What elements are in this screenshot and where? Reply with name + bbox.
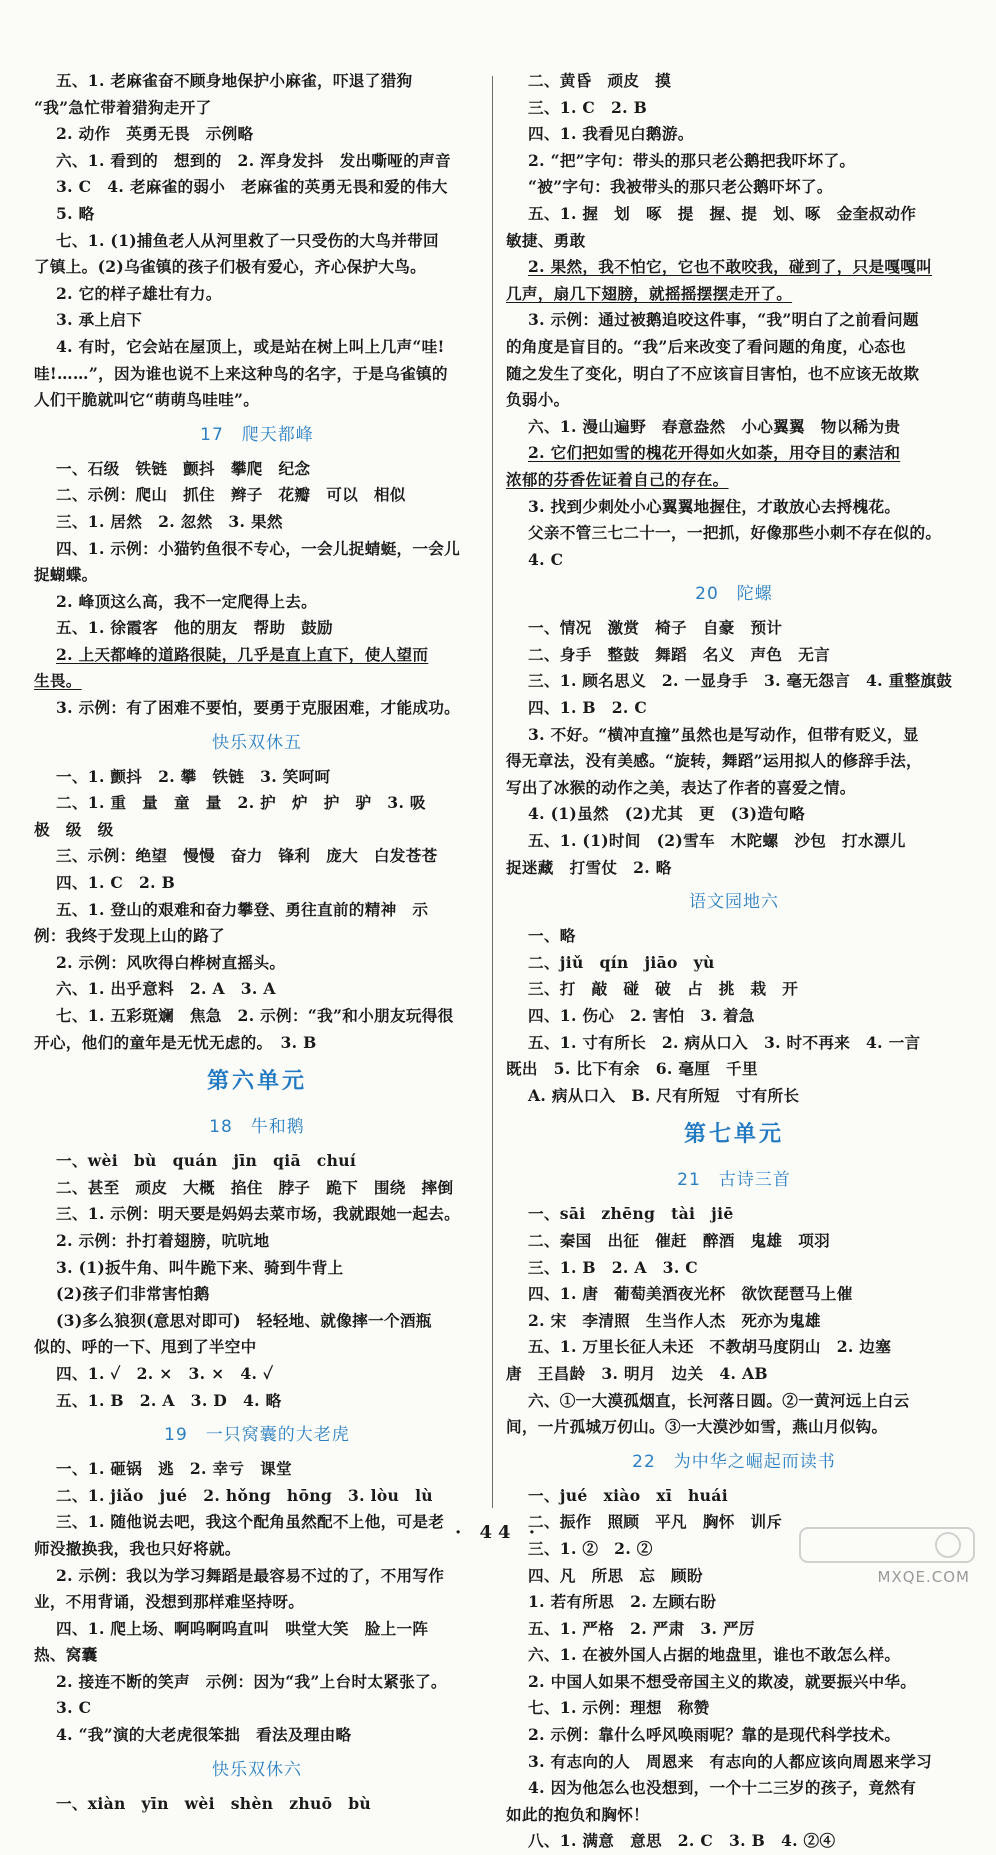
answer-line: 3. 有志向的人 周恩来 有志向的人都应该向周恩来学习 [528,1751,933,1771]
answer-line: “我”急忙带着猎狗走开了 [34,97,212,117]
answer-line: “被”字句：我被带头的那只老公鹅吓坏了。 [528,177,833,197]
answer-line: 敏捷、勇敢 [506,230,586,250]
answer-line: 2. “把”字句：带头的那只老公鹅把我吓坏了。 [528,150,856,170]
answer-line: 2. 峰顶这么高，我不一定爬得上去。 [56,591,318,611]
answer-line: 人们干脆就叫它“萌萌鸟哇哇”。 [34,390,260,410]
answer-line: 三、1. 示例：明天要是妈妈去菜市场，我就跟她一起去。 [56,1204,461,1224]
answer-line: 一、xiàn yīn wèi shèn zhuō bù [56,1793,372,1813]
answer-line: 捉迷藏 打雪仗 2. 略 [506,857,672,877]
answer-line: 4. “我”演的大老虎很笨拙 看法及理由略 [56,1725,352,1745]
section-heading: 18 牛和鹅 [209,1117,305,1138]
answer-line: 二、振作 照顾 平凡 胸怀 训斥 [528,1512,783,1532]
answer-line: (2)孩子们非常害怕鹅 [56,1284,210,1304]
answer-line: 二、1. jiǎo jué 2. hǒng hōng 3. lòu lù [56,1485,433,1505]
answer-line: 如此的抱负和胸怀！ [506,1804,650,1824]
answer-line: 5. 略 [56,203,95,223]
answer-line: 几声，扇几下翅膀，就摇摇摆摆走开了。 [506,283,793,303]
answer-line: 四、凡 所思 忘 顾盼 [528,1565,703,1585]
answer-line: 一、1. 颤抖 2. 攀 铁链 3. 笑呵呵 [56,766,331,786]
answer-line: 六、1. 在被外国人占据的地盘里，谁也不敢怎么样。 [528,1645,901,1665]
answer-line: 五、1. B 2. A 3. D 4. 略 [56,1390,282,1410]
answer-line: 一、sāi zhēng tài jiē [528,1204,734,1224]
answer-line: 得无章法，没有美感。“旋转，舞蹈”运用拟人的修辞手法， [506,751,922,771]
answer-line: 2. 果然，我不怕它，它也不敢咬我，碰到了，只是嘎嘎叫 [528,257,933,277]
answer-line: 四、1. 示例：小猫钓鱼很不专心，一会儿捉蜻蜓，一会儿 [56,538,461,558]
section-heading: 17 爬天都峰 [200,424,314,445]
left-column [34,68,480,1817]
answer-line: 3. 承上启下 [56,310,143,330]
answer-line: 了镇上。(2)乌雀镇的孩子们极有爱心，齐心保护大鸟。 [34,257,427,277]
answer-line: 既出 5. 比下有余 6. 毫厘 千里 [506,1059,758,1079]
answer-line: 一、情况 激赏 椅子 自豪 预计 [528,618,783,638]
answer-line: 2. 示例：我以为学习舞蹈是最容易不过的了，不用写作 [56,1565,445,1585]
answer-line: 父亲不管三七二十一，一把抓，好像那些小刺不存在似的。 [528,523,942,543]
answer-line: 2. 示例：风吹得白桦树直摇头。 [56,952,286,972]
answer-line: 负弱小。 [506,390,570,410]
answer-line: (3)多么狼狈(意思对即可) 轻轻地、就像摔一个酒瓶 [56,1310,432,1330]
answer-line: 四、1. 我看见白鹅游。 [528,124,694,144]
answer-line: 2. 动作 英勇无畏 示例略 [56,124,254,144]
answer-line: 捉蝴蝶。 [34,565,98,585]
answer-line: 二、秦国 出征 催赶 醉酒 鬼雄 项羽 [528,1230,830,1250]
answer-line: 五、1. 握 划 啄 提 握、提 划、啄 金奎叔动作 [528,203,917,223]
answer-line: 的角度是盲目的。“我”后来改变了看问题的角度，心态也 [506,336,906,356]
answer-line: 2. 示例：扑打着翅膀，吭吭地 [56,1230,270,1250]
answer-line: 3. C [56,1698,92,1718]
answer-line: 二、甚至 顽皮 大概 掐住 脖子 跪下 围绕 摔倒 [56,1177,454,1197]
answer-line: 五、1. 徐霞客 他的朋友 帮助 鼓励 [56,618,333,638]
section-heading: 快乐双休六 [212,1759,302,1780]
answer-line: 4. 因为他怎么也没想到，一个十二三岁的孩子，竟然有 [528,1778,917,1798]
answer-line: 四、1. B 2. C [528,698,648,718]
answer-line: 三、1. C 2. B [528,97,648,117]
answer-line: 4. (1)虽然 (2)尤其 更 (3)造句略 [528,804,805,824]
answer-line: 五、1. 老麻雀奋不顾身地保护小麻雀，吓退了猎狗 [56,71,413,90]
answer-line: 三、1. 居然 2. 忽然 3. 果然 [56,511,283,531]
answer-line: 3. 找到少刺处小心翼翼地握住，才敢放心去捋槐花。 [528,496,901,516]
answer-line: 七、1. 示例：理想 称赞 [528,1698,710,1718]
section-heading: 21 古诗三首 [677,1170,791,1191]
answer-line: 六、①一大漠孤烟直，长河落日圆。②一黄河远上白云 [528,1390,910,1410]
answer-line: 二、示例：爬山 抓住 辫子 花瓣 可以 相似 [56,485,406,505]
answer-line: 六、1. 出乎意料 2. A 3. A [56,979,276,999]
answer-line: 五、1. 严格 2. 严肃 3. 严厉 [528,1618,755,1638]
answer-line: A. 病从口入 B. 尺有所短 寸有所长 [528,1085,800,1105]
answer-line: 例：我终于发现上山的路了 [34,926,225,946]
answer-line: 师没撤换我，我也只好将就。 [34,1538,241,1558]
answer-line: 唐 王昌龄 3. 明月 边关 4. AB [506,1363,768,1383]
answer-line: 一、石级 铁链 颤抖 攀爬 纪念 [56,458,311,478]
answer-line: 2. 中国人如果不想受帝国主义的欺凌，就要振兴中华。 [528,1671,917,1691]
answer-line: 开心，他们的童年是无忧无虑的。 3. B [34,1032,317,1052]
answer-line: 3. 示例：有了困难不要怕，要勇于克服困难，才能成功。 [56,698,461,718]
answer-line: 四、1. 伤心 2. 害怕 3. 着急 [528,1006,755,1025]
answer-line: 三、1. ② 2. ② [528,1538,653,1558]
answer-line: 三、1. B 2. A 3. C [528,1257,698,1277]
unit-heading: 第六单元 [206,1068,307,1095]
answer-line: 3. 示例：通过被鹅追咬这件事，“我”明白了之前看问题 [528,310,919,330]
answer-line: 一、略 [528,926,576,946]
answer-line: 一、wèi bù quán jīn qiā chuí [56,1151,357,1171]
answer-line: 四、1. C 2. B [56,873,176,893]
answer-line: 极 级 级 [34,819,114,839]
answer-line: 写出了冰猴的动作之美，表达了作者的喜爱之情。 [506,777,856,797]
answer-line: 二、1. 重 量 童 量 2. 护 炉 护 驴 3. 吸 [56,793,426,813]
unit-heading: 第七单元 [683,1121,784,1148]
answer-line: 4. 有时，它会站在屋顶上，或是站在树上叫上几声“哇! [56,336,445,356]
answer-line: 3. (1)扳牛角、叫牛跪下来、骑到牛背上 [56,1257,344,1277]
section-heading: 19 一只窝囊的大老虎 [164,1425,350,1446]
answer-line: 哇!……”，因为谁也说不上来这种鸟的名字，于是乌雀镇的 [34,363,448,383]
section-heading: 22 为中华之崛起而读书 [632,1451,836,1472]
answer-line: 三、示例：绝望 慢慢 奋力 锋利 庞大 白发苍苍 [56,846,438,866]
answer-line: 似的、呼的一下、甩到了半空中 [34,1337,257,1357]
section-heading: 语文园地六 [689,892,779,913]
right-column [506,68,962,1855]
answer-line: 四、1. 唐 葡萄美酒夜光杯 欲饮琵琶马上催 [528,1284,853,1304]
answer-line: 间，一片孤城万仞山。③一大漠沙如雪，燕山月似钩。 [506,1417,888,1437]
answer-line: 1. 若有所思 2. 左顾右盼 [528,1592,717,1612]
answer-line: 随之发生了变化，明白了不应该盲目害怕，也不应该无故欺 [506,363,920,383]
answer-line: 一、1. 砸锅 逃 2. 幸亏 课堂 [56,1459,292,1479]
answer-line: 五、1. 登山的艰难和奋力攀登、勇往直前的精神 示 [56,899,429,919]
answer-line: 五、1. 寸有所长 2. 病从口入 3. 时不再来 4. 一言 [528,1032,921,1052]
answer-line: 七、1. (1)捕鱼老人从河里救了一只受伤的大鸟并带回 [56,230,439,250]
answer-line: 一、jué xiào xī huái [528,1485,728,1505]
answer-line: 五、1. (1)时间 (2)雪车 木陀螺 沙包 打水漂儿 [528,831,906,851]
answer-line: 生畏。 [34,671,82,691]
page-number: · 44 · [454,1522,542,1543]
answer-line: 七、1. 五彩斑斓 焦急 2. 示例：“我”和小朋友玩得很 [56,1006,454,1025]
answer-line: 2. 宋 李清照 生当作人杰 死亦为鬼雄 [528,1310,821,1330]
answer-line: 业，不用背诵，没想到那样难坚持呀。 [34,1592,305,1612]
answer-line: 五、1. 万里长征人未还 不教胡马度阴山 2. 边塞 [528,1337,892,1357]
section-heading: 20 陀螺 [695,584,773,605]
answer-line: 2. 上天都峰的道路很陡，几乎是直上直下，使人望而 [56,644,429,664]
answer-line: 六、1. 看到的 想到的 2. 浑身发抖 发出嘶哑的声音 [56,150,451,170]
section-heading: 快乐双休五 [212,732,302,753]
answer-line: 八、1. 满意 意思 2. C 3. B 4. ②④ [528,1831,836,1851]
answer-line: 2. 接连不断的笑声 示例：因为“我”上台时太紧张了。 [56,1671,447,1691]
answer-line: 六、1. 漫山遍野 春意盎然 小心翼翼 物以稀为贵 [528,416,901,436]
answer-line: 四、1. ✓ 2. × 3. × 4. ✓ [56,1363,274,1383]
answer-line: 三、1. 随他说去吧，我这个配角虽然配不上他，可是老 [56,1512,445,1532]
answer-line: 热、窝囊 [34,1645,98,1665]
answer-line: 2. 它们把如雪的槐花开得如火如荼，用夺目的素洁和 [528,443,901,463]
answer-line: 四、1. 爬上场、啊呜啊呜直叫 哄堂大笑 脸上一阵 [56,1618,429,1638]
answer-line: 3. C 4. 老麻雀的弱小 老麻雀的英勇无畏和爱的伟大 [56,177,448,197]
answer-line: 3. 不好。“横冲直撞”虽然也是写动作，但带有贬义，显 [528,724,919,744]
answer-line: 二、黄昏 顽皮 摸 [528,71,672,90]
answer-line: 三、打 敲 碰 破 占 挑 栽 开 [528,979,799,999]
answer-line: 二、身手 整鼓 舞蹈 名义 声色 无言 [528,644,830,664]
answer-line: 4. C [528,549,564,569]
answer-line: 三、1. 顾名思义 2. 一显身手 3. 毫无怨言 4. 重整旗鼓 [528,671,953,691]
answer-line: 2. 它的样子雄壮有力。 [56,283,222,303]
watermark-text: MXQE.COM [877,1568,970,1586]
answer-line: 二、jiǔ qín jiāo yù [528,952,715,972]
column-divider [492,76,493,1508]
answer-line: 2. 示例：靠什么呼风唤雨呢？靠的是现代科学技术。 [528,1725,901,1745]
answer-line: 浓郁的芬香佐证着自己的存在。 [506,469,729,489]
